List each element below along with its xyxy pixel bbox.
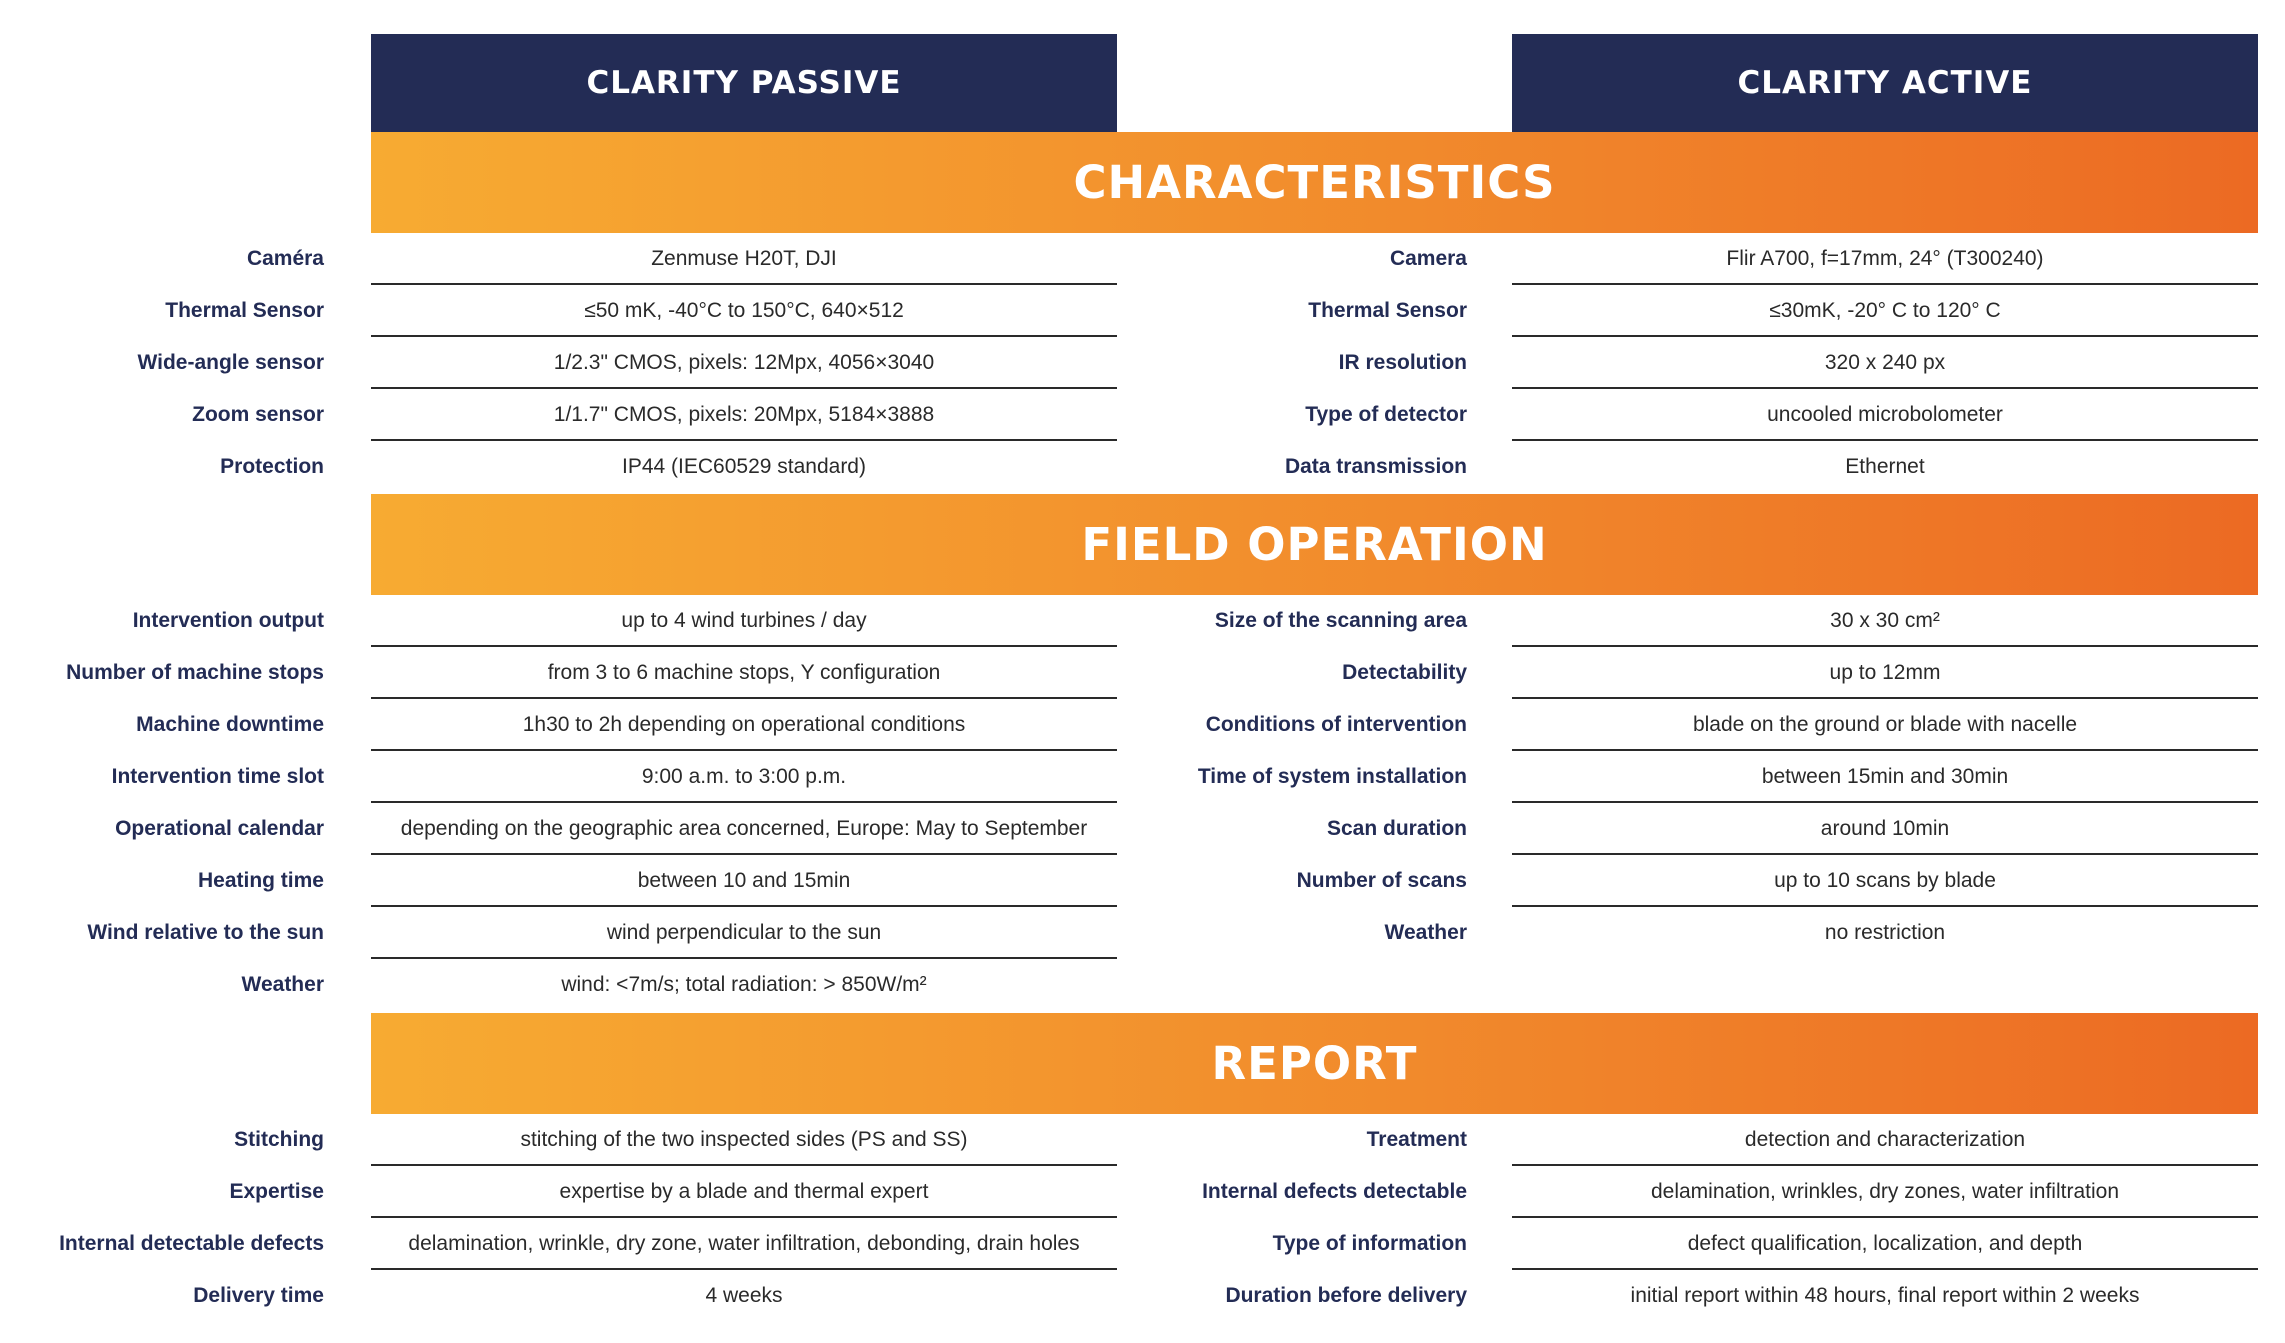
right-spec-label: Type of information bbox=[1272, 1232, 1467, 1255]
table-row bbox=[0, 1270, 2285, 1322]
right-spec-label: Time of system installation bbox=[1197, 765, 1467, 788]
table-row bbox=[0, 337, 2285, 389]
table-row bbox=[0, 855, 2285, 907]
left-spec-value: Zenmuse H20T, DJI bbox=[371, 233, 1117, 285]
right-spec-value: defect qualification, localization, and depth bbox=[1512, 1218, 2258, 1270]
right-spec-label: Size of the scanning area bbox=[1214, 609, 1467, 632]
left-spec-label: Expertise bbox=[229, 1180, 324, 1203]
right-spec-label: Internal defects detectable bbox=[1202, 1180, 1467, 1203]
right-spec-value: up to 10 scans by blade bbox=[1512, 855, 2258, 907]
right-spec-value: 30 x 30 cm² bbox=[1512, 595, 2258, 647]
table-row bbox=[0, 959, 2285, 1011]
left-spec-value: ≤50 mK, -40°C to 150°C, 640×512 bbox=[371, 285, 1117, 337]
left-spec-label: Heating time bbox=[197, 869, 324, 892]
table-row bbox=[0, 803, 2285, 855]
left-spec-value: 4 weeks bbox=[705, 1284, 783, 1307]
right-spec-value: uncooled microbolometer bbox=[1512, 389, 2258, 441]
left-spec-label: Stitching bbox=[234, 1128, 324, 1151]
right-spec-value: 320 x 240 px bbox=[1512, 337, 2258, 389]
table-row bbox=[0, 1114, 2285, 1166]
left-spec-label: Wide-angle sensor bbox=[137, 351, 324, 374]
left-spec-value: 1/1.7" CMOS, pixels: 20Mpx, 5184×3888 bbox=[371, 389, 1117, 441]
table-row bbox=[0, 751, 2285, 803]
right-spec-label: Type of detector bbox=[1305, 403, 1467, 426]
right-spec-value: around 10min bbox=[1512, 803, 2258, 855]
left-spec-label: Internal detectable defects bbox=[59, 1232, 324, 1255]
right-spec-label: Detectability bbox=[1342, 661, 1467, 684]
right-spec-value: delamination, wrinkles, dry zones, water infiltration bbox=[1512, 1166, 2258, 1218]
left-spec-label: Zoom sensor bbox=[192, 403, 324, 426]
left-spec-value: up to 4 wind turbines / day bbox=[371, 595, 1117, 647]
section-header-field-operation: FIELD OPERATION bbox=[371, 494, 2258, 595]
left-spec-value: from 3 to 6 machine stops, Y configuration bbox=[371, 647, 1117, 699]
left-spec-label: Wind relative to the sun bbox=[87, 921, 324, 944]
left-spec-value: 9:00 a.m. to 3:00 p.m. bbox=[371, 751, 1117, 803]
table-row bbox=[0, 1218, 2285, 1270]
right-spec-label: Data transmission bbox=[1284, 455, 1467, 478]
left-spec-label: Weather bbox=[241, 973, 324, 996]
table-row bbox=[0, 1166, 2285, 1218]
left-spec-value: depending on the geographic area concerned, Europe: May to September bbox=[371, 803, 1117, 855]
left-spec-label: Operational calendar bbox=[115, 817, 324, 840]
right-spec-label: Scan duration bbox=[1326, 817, 1467, 840]
left-spec-label: Intervention time slot bbox=[111, 765, 324, 788]
left-spec-label: Caméra bbox=[246, 247, 324, 270]
left-spec-value: stitching of the two inspected sides (PS and SS) bbox=[371, 1114, 1117, 1166]
right-spec-value: no restriction bbox=[1824, 921, 1946, 944]
left-spec-value: 1/2.3" CMOS, pixels: 12Mpx, 4056×3040 bbox=[371, 337, 1117, 389]
table-row bbox=[0, 233, 2285, 285]
left-spec-label: Protection bbox=[220, 455, 324, 478]
right-spec-value: ≤30mK, -20° C to 120° C bbox=[1512, 285, 2258, 337]
left-spec-label: Machine downtime bbox=[136, 713, 324, 736]
left-spec-value: IP44 (IEC60529 standard) bbox=[622, 455, 866, 478]
column-header-clarity-passive: CLARITY PASSIVE bbox=[371, 34, 1117, 132]
left-spec-label: Number of machine stops bbox=[66, 661, 324, 684]
left-spec-value: between 10 and 15min bbox=[371, 855, 1117, 907]
right-spec-label: Conditions of intervention bbox=[1205, 713, 1467, 736]
right-spec-label: Weather bbox=[1384, 921, 1467, 944]
left-spec-value: wind perpendicular to the sun bbox=[371, 907, 1117, 959]
left-spec-value: wind: <7m/s; total radiation: > 850W/m² bbox=[561, 973, 927, 996]
right-spec-label: Number of scans bbox=[1296, 869, 1467, 892]
left-spec-label: Intervention output bbox=[132, 609, 324, 632]
table-row bbox=[0, 285, 2285, 337]
left-spec-value: expertise by a blade and thermal expert bbox=[371, 1166, 1117, 1218]
right-spec-value: blade on the ground or blade with nacelle bbox=[1512, 699, 2258, 751]
right-spec-value: Flir A700, f=17mm, 24° (T300240) bbox=[1512, 233, 2258, 285]
right-spec-label: Treatment bbox=[1366, 1128, 1467, 1151]
column-header-clarity-active: CLARITY ACTIVE bbox=[1512, 34, 2258, 132]
table-row bbox=[0, 595, 2285, 647]
right-spec-value: detection and characterization bbox=[1512, 1114, 2258, 1166]
section-header-report: REPORT bbox=[371, 1013, 2258, 1114]
right-spec-label: Duration before delivery bbox=[1225, 1284, 1467, 1307]
right-spec-label: IR resolution bbox=[1338, 351, 1467, 374]
left-spec-value: 1h30 to 2h depending on operational conditions bbox=[371, 699, 1117, 751]
table-row bbox=[0, 699, 2285, 751]
left-spec-label: Delivery time bbox=[193, 1284, 324, 1307]
table-row bbox=[0, 441, 2285, 493]
table-row bbox=[0, 647, 2285, 699]
right-spec-value: between 15min and 30min bbox=[1512, 751, 2258, 803]
left-spec-label: Thermal Sensor bbox=[165, 299, 324, 322]
section-header-characteristics: CHARACTERISTICS bbox=[371, 132, 2258, 233]
right-spec-value: up to 12mm bbox=[1512, 647, 2258, 699]
right-spec-value: Ethernet bbox=[1845, 455, 1925, 478]
right-spec-label: Camera bbox=[1389, 247, 1467, 270]
right-spec-label: Thermal Sensor bbox=[1308, 299, 1467, 322]
table-row bbox=[0, 389, 2285, 441]
table-row bbox=[0, 907, 2285, 959]
left-spec-value: delamination, wrinkle, dry zone, water infiltration, debonding, drain holes bbox=[371, 1218, 1117, 1270]
right-spec-value: initial report within 48 hours, final report within 2 weeks bbox=[1630, 1284, 2140, 1307]
